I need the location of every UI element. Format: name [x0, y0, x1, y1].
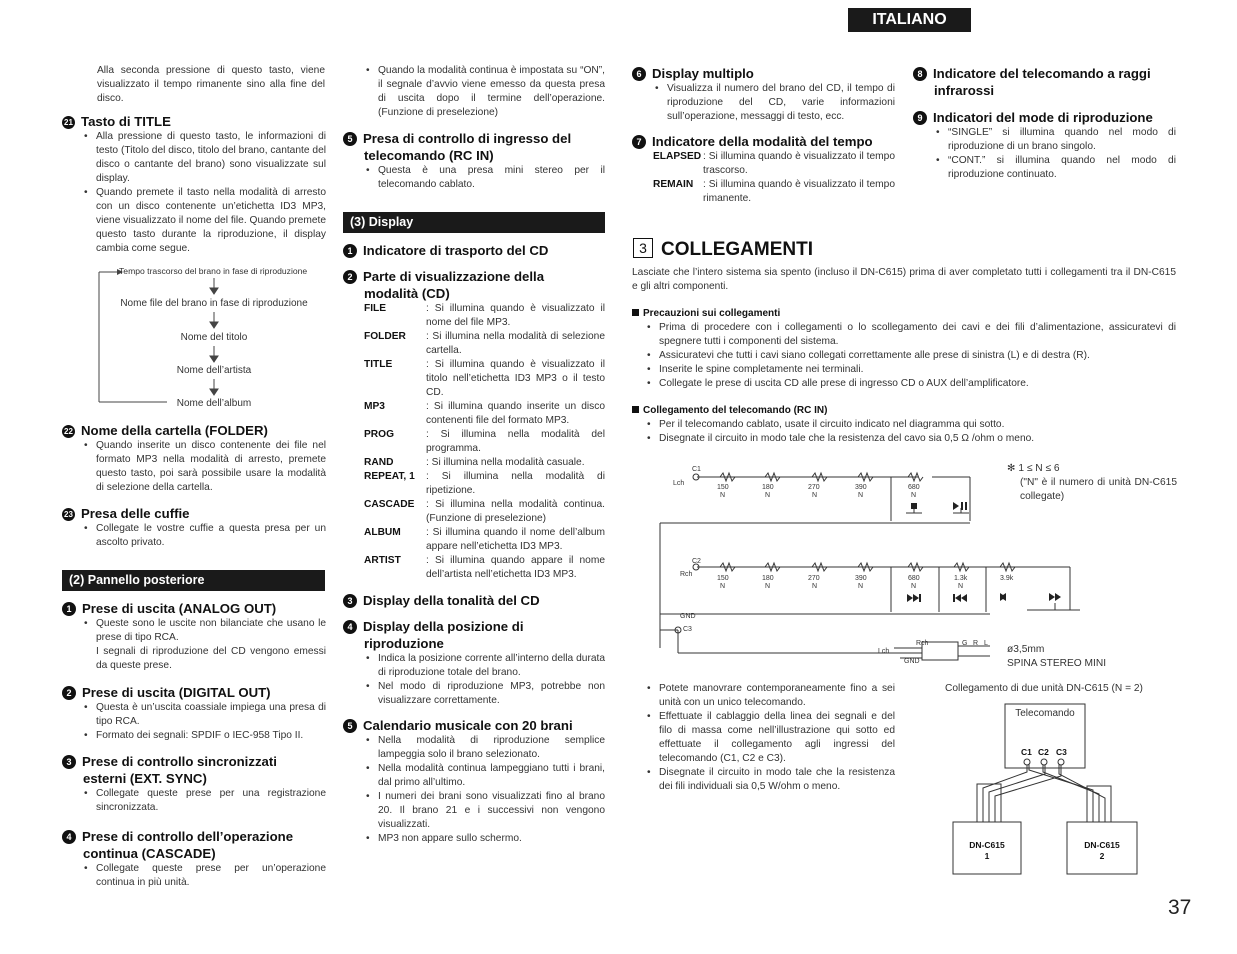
bullet-item: • Disegnate il circuito in modo tale che la resistenza dei fili individuali sia 0,5 W/ohm o meno. — [645, 766, 895, 794]
number-badge: 5 — [343, 132, 357, 146]
flow-step: Nome dell’artista — [176, 365, 252, 376]
mode-desc: : Si illumina nella modalità casuale. — [426, 457, 585, 468]
item-title: Presa di controllo di ingresso del — [363, 131, 572, 146]
remote-circuit-diagram — [650, 458, 1014, 668]
flow-step: Nome del titolo — [180, 332, 248, 343]
bullet-item: • Potete manovrare contemporaneamente fino a sei unità con un unico telecomando. — [645, 682, 895, 710]
resistor-value: 270 — [808, 484, 820, 491]
mode-term: ELAPSED — [653, 151, 702, 162]
mode-desc: : Si illumina quando è visualizzato il tempo trascorso. — [703, 151, 895, 176]
number-badge: 5 — [343, 719, 357, 733]
section-bar-rear-panel: (2) Pannello posteriore — [62, 570, 325, 591]
rear-item-4 — [62, 828, 326, 890]
plug-pin-label: G — [962, 640, 968, 647]
n-range-note — [1007, 462, 1177, 504]
plug-size: ø3,5mm — [1007, 644, 1045, 655]
mode-row — [364, 456, 605, 470]
bullet-item: • Per il telecomando cablato, usate il circuito indicato nel diagramma qui sotto. — [645, 418, 1176, 432]
square-bullet-icon — [632, 406, 639, 413]
resistor-value: 390 — [855, 575, 867, 582]
resistor-value: 680 — [908, 575, 920, 582]
resistor-value: 390 — [855, 484, 867, 491]
square-bullet-icon — [632, 309, 639, 316]
bullet-item: • “CONT.” si illumina quando nel modo di riproduzione continuato. — [934, 154, 1176, 182]
mode-term: MP3 — [364, 401, 385, 412]
item-title: Prese di uscita (DIGITAL OUT) — [82, 685, 271, 700]
mode-term: CASCADE — [364, 499, 415, 510]
circuit-diagram-extension — [1000, 565, 1090, 615]
connector-c3-label: C3 — [1056, 747, 1067, 757]
mode-row — [364, 330, 605, 358]
bullet-item: • Quando la modalità continua è impostata su “ON”, il segnale d’avvio viene emesso da questa presa di uscita dopo il termine dell’operazione. (Funzione di preselezione) — [364, 64, 605, 120]
mode-term: TITLE — [364, 359, 393, 370]
display-item-8 — [913, 65, 1176, 99]
bullet-item: • Quando premete il tasto nella modalità di arresto con un disco contenente un’etichetta ID3 MP3, viene visualizzato il nome del file. Quando premete questo tasto durante la riproduzione, il display cambia come segue. — [82, 186, 326, 256]
mode-desc: : Si illumina quando è visualizzato il nome del file MP3. — [426, 303, 605, 328]
remote-notes-list — [645, 682, 895, 794]
stop-icon — [911, 503, 917, 509]
item-title-cont: continua (CASCADE) — [83, 846, 216, 861]
item-title: Prese di controllo sincronizzati — [82, 754, 277, 769]
mode-desc: : Si illumina quando è visualizzato il titolo nell’etichetta ID3 MP3 o il testo CD. — [426, 359, 605, 398]
section-heading: COLLEGAMENTI — [661, 239, 813, 260]
remote-box-label: Telecomando — [1015, 708, 1075, 719]
mode-term: FILE — [364, 303, 387, 314]
remote-list — [645, 418, 1176, 446]
item-title: Tasto di TITLE — [81, 114, 171, 129]
bullet-item: • “SINGLE” si illumina quando nel modo di riproduzione di un brano singolo. — [934, 126, 1176, 154]
mode-desc: : Si illumina quando inserite un disco contenenti file del formato MP3. — [426, 401, 605, 426]
precautions-heading — [632, 307, 780, 321]
bullet-item: • Effettuate il cablaggio della linea dei segnali e del filo di massa come nell’illustrazione qui sotto ed effettuate il collegamento agli ingressi del telecomando (C1, C2 e C3). — [645, 710, 895, 766]
number-badge: 9 — [913, 111, 927, 125]
display-item-4 — [343, 618, 605, 708]
resistor-value: 150 — [717, 484, 729, 491]
unit-number: 2 — [1099, 851, 1105, 861]
play-pause-icon — [953, 502, 959, 510]
bullet-item: • MP3 non appare sullo schermo. — [364, 832, 605, 846]
number-badge: 2 — [62, 686, 76, 700]
resistor-values-row2 — [717, 575, 1014, 590]
mode-desc: : Si illumina quando appare il nome dell’artista nell’etichetta ID3 MP3. — [426, 555, 605, 580]
mode-row — [364, 428, 605, 456]
bullet-item: • Collegate le prese di uscita CD alle prese di ingresso CD o AUX dell’amplificatore. — [645, 377, 1176, 391]
plug-type: SPINA STEREO MINI — [1007, 658, 1107, 669]
subheading-text: Collegamento del telecomando (RC IN) — [643, 405, 828, 416]
mode-term: ARTIST — [364, 555, 401, 566]
bullet-item: • Assicuratevi che tutti i cavi siano collegati correttamente alle prese di sinistra (L) e di destra (R). — [645, 349, 1176, 363]
note-line: ✻ 1 ≤ N ≤ 6 — [1007, 463, 1060, 474]
remote-heading — [632, 404, 827, 418]
resistor-value: 270 — [808, 575, 820, 582]
mode-row — [364, 526, 605, 554]
item-title: Nome della cartella (FOLDER) — [81, 423, 268, 438]
resistor-n: N — [911, 492, 917, 499]
mode-row — [364, 498, 605, 526]
terminal-label: C2 — [692, 558, 701, 565]
mode-desc: : Si illumina quando è visualizzato il tempo rimanente. — [703, 179, 895, 204]
mode-row — [364, 470, 605, 498]
resistor-value: 680 — [908, 484, 920, 491]
flow-step: Tempo trascorso del brano in fase di riproduzione — [119, 266, 308, 276]
mode-list — [364, 302, 605, 582]
item-title: Display della posizione di — [363, 619, 524, 634]
number-badge: 8 — [913, 67, 927, 81]
item-title: Display della tonalità del CD — [363, 593, 540, 608]
resistor-n: N — [720, 583, 726, 590]
channel-label: Rch — [680, 571, 693, 578]
number-badge: 22 — [62, 425, 75, 438]
connector-c2-label: C2 — [1038, 747, 1049, 757]
resistor-value: 1.3k — [954, 575, 968, 582]
resistor-values-row1 — [717, 484, 920, 499]
mode-row — [364, 302, 605, 330]
number-badge: 1 — [343, 244, 357, 258]
section-bar-display: (3) Display — [343, 212, 605, 233]
bullet-item: • Collegate queste prese per una registrazione sincronizzata. — [82, 787, 326, 815]
bullet-item: • Visualizza il numero del brano del CD, il tempo di riproduzione del CD, varie informazioni sull’operazione, messaggi di testo, ecc. — [653, 82, 895, 124]
mode-row — [364, 358, 605, 400]
resistor-n: N — [812, 492, 818, 499]
section-number: 3 — [633, 238, 653, 258]
display-item-1 — [343, 242, 605, 259]
title-flow-diagram — [97, 262, 327, 414]
number-badge: 6 — [632, 67, 646, 81]
bullet-item: • Alla pressione di questo tasto, le informazioni di testo (Titolo del disco, titolo del brano, cantante del disco o cantante del brano) sono visualizzate sul display. — [82, 130, 326, 186]
resistor-n: N — [858, 492, 864, 499]
plug-label: GND — [904, 658, 920, 665]
mode-term: ALBUM — [364, 527, 401, 538]
next-track-icon — [907, 594, 913, 602]
item-22 — [62, 422, 326, 495]
rear-item-1 — [62, 600, 326, 673]
bullet-item: • Questa è un’uscita coassiale impiega una presa di tipo RCA. — [82, 701, 326, 729]
section-title-collegamenti — [633, 238, 813, 262]
bullet-item: • Collegate queste prese per un’operazione continua in più unità. — [82, 862, 326, 890]
resistor-n: N — [812, 583, 818, 590]
mode-row — [364, 400, 605, 428]
item-title-cont: esterni (EXT. SYNC) — [83, 771, 207, 786]
unit-1-label — [953, 840, 1021, 862]
display-item-9 — [913, 109, 1176, 182]
two-unit-diagram — [915, 700, 1177, 880]
mode-desc: : Si illumina nella modalità di ripetizione. — [426, 471, 605, 496]
unit-2-label — [1067, 840, 1137, 862]
mode-desc: : Si illumina nella modalità continua. (Funzione di preselezione) — [426, 499, 605, 524]
display-item-7 — [632, 133, 895, 206]
two-unit-diagram-title: Collegamento di due unità DN-C615 (N = 2) — [945, 683, 1143, 694]
mode-desc: : Si illumina nella modalità di selezione cartella. — [426, 331, 605, 356]
bullet-item: • Formato dei segnali: SPDIF o IEC-958 Tipo II. — [82, 729, 326, 743]
bullet-item: • Nella modalità di riproduzione semplice lampeggia solo il brano selezionato. — [364, 734, 605, 762]
number-badge: 2 — [343, 270, 357, 284]
subheading-text: Precauzioni sui collegamenti — [643, 308, 781, 319]
ground-label: GND — [680, 613, 696, 620]
mode-desc: : Si illumina nella modalità del programma. — [426, 429, 605, 454]
item-title: Parte di visualizzazione della — [363, 269, 545, 284]
mode-term: FOLDER — [364, 331, 406, 342]
flow-step: Nome file del brano in fase di riproduzione — [120, 298, 308, 309]
bullet-item: • Collegate le vostre cuffie a questa presa per un ascolto privato. — [82, 522, 326, 550]
bullet-item: • Inserite le spine completamente nei terminali. — [645, 363, 1176, 377]
mode-term: RAND — [364, 457, 394, 468]
item-title-cont: riproduzione — [364, 636, 444, 651]
collegamenti-intro: Lasciate che l’intero sistema sia spento (incluso il DN-C615) prima di aver completato tutti i collegamenti tra il DN-C615 e gli altri componenti. — [632, 267, 1176, 292]
connector-c1-label: C1 — [1021, 747, 1032, 757]
rear-item-5 — [343, 130, 605, 192]
plug-pin-label: L — [984, 640, 988, 647]
number-badge: 4 — [343, 620, 357, 634]
bullet-item: • Quando inserite un disco contenente dei file nel formato MP3 nella modalità di arresto, premete questo tasto, poi sarà possibile usare la modalità di selezione della cartella. — [82, 439, 326, 495]
unit-name: DN-C615 — [1084, 840, 1120, 850]
number-badge: 7 — [632, 135, 646, 149]
mode-row — [364, 554, 605, 582]
number-badge: 1 — [62, 602, 76, 616]
plug-note — [1007, 643, 1177, 671]
time-mode-row — [653, 178, 895, 206]
number-badge: 3 — [343, 594, 357, 608]
mode-term: REPEAT, 1 — [364, 471, 415, 482]
item-title: Indicatore del telecomando a raggi infrarossi — [933, 66, 1151, 98]
item-title: Indicatore di trasporto del CD — [363, 243, 549, 258]
language-tab: ITALIANO — [848, 8, 971, 32]
number-badge: 23 — [62, 508, 75, 521]
resistor-value: 150 — [717, 575, 729, 582]
display-item-3 — [343, 592, 605, 609]
mode-term: REMAIN — [653, 179, 694, 190]
terminal-label: C3 — [683, 626, 692, 633]
page-number: 37 — [1168, 896, 1192, 919]
item-23 — [62, 505, 326, 550]
bullet-item: • Indica la posizione corrente all’interno della durata di riproduzione totale del brano. — [364, 652, 605, 680]
resistor-n: N — [720, 492, 726, 499]
number-badge: 4 — [62, 830, 76, 844]
unit-name: DN-C615 — [969, 840, 1005, 850]
item-title-cont: modalità (CD) — [364, 286, 450, 301]
item-title: Indicatori del mode di riproduzione — [933, 110, 1153, 125]
plug-label: Lch — [878, 648, 890, 655]
bullet-item: • Queste sono le uscite non bilanciate che usano le prese di tipo RCA. — [82, 617, 326, 645]
plug-pin-label: R — [973, 640, 979, 647]
resistor-value: 180 — [762, 575, 774, 582]
resistor-n: N — [765, 492, 771, 499]
bullet-item: • I numeri dei brani sono visualizzati fino al brano 20. Il brano 21 e i successivi non vengono visualizzati. — [364, 790, 605, 832]
resistor-value: 3.9k — [1000, 575, 1014, 582]
item-21 — [62, 113, 326, 256]
display-item-5 — [343, 717, 605, 846]
bullet-continuation: I segnali di riproduzione del CD vengono emessi da queste prese. — [96, 646, 326, 671]
rear-item-2 — [62, 684, 326, 743]
resistor-n: N — [958, 583, 964, 590]
bullet-item: • Prima di procedere con i collegamenti o lo scollegamento dei cavi e dei fili d’alimentazione, assicuratevi di spegnere tutti i componenti del sistema. — [645, 321, 1176, 349]
channel-label: Lch — [673, 480, 685, 487]
resistor-n: N — [858, 583, 864, 590]
note-line: ("N" è il numero di unità DN-C615 collegate) — [1020, 477, 1177, 502]
item-title: Prese di uscita (ANALOG OUT) — [82, 601, 277, 616]
precautions-list — [645, 321, 1176, 391]
bullet-item: • Questa è una presa mini stereo per il telecomando cablato. — [364, 164, 605, 192]
display-item-2 — [343, 268, 605, 582]
item-title: Prese di controllo dell’operazione — [82, 829, 294, 844]
unit-number: 1 — [984, 851, 990, 861]
time-mode-row — [653, 150, 895, 178]
plug-label: Rch — [916, 640, 929, 647]
resistor-n: N — [911, 583, 917, 590]
item-title: Presa delle cuffie — [81, 506, 190, 521]
item-title: Calendario musicale con 20 brani — [363, 718, 573, 733]
cascade-bullet — [364, 64, 605, 120]
terminal-label: C1 — [692, 466, 701, 473]
bullet-item: • Nella modalità continua lampeggiano tutti i brani, dal primo all’ultimo. — [364, 762, 605, 790]
prev-track-icon — [953, 594, 955, 602]
fast-forward-icon — [1049, 593, 1055, 601]
item-title: Indicatore della modalità del tempo — [652, 134, 873, 149]
mode-term: PROG — [364, 429, 395, 440]
resistor-n: N — [765, 583, 771, 590]
flow-step: Nome dell’album — [176, 398, 252, 409]
rear-item-3 — [62, 753, 326, 815]
bullet-item: • Disegnate il circuito in modo tale che la resistenza del cavo sia 0,5 Ω /ohm o meno. — [645, 432, 1176, 446]
display-item-6 — [632, 65, 895, 124]
bullet-item: • Nel modo di riproduzione MP3, potrebbe non visualizzare correttamente. — [364, 680, 605, 708]
item-title-cont: telecomando (RC IN) — [364, 148, 494, 163]
mode-desc: : Si illumina quando il nome dell’album appare nell’etichetta ID3 MP3. — [426, 527, 605, 552]
number-badge: 3 — [62, 755, 76, 769]
item-title: Display multiplo — [652, 66, 754, 81]
resistor-value: 180 — [762, 484, 774, 491]
number-badge: 21 — [62, 116, 75, 129]
intro-text: Alla seconda pressione di questo tasto, viene visualizzato il tempo rimanente sino alla fine del disco. — [97, 65, 325, 104]
